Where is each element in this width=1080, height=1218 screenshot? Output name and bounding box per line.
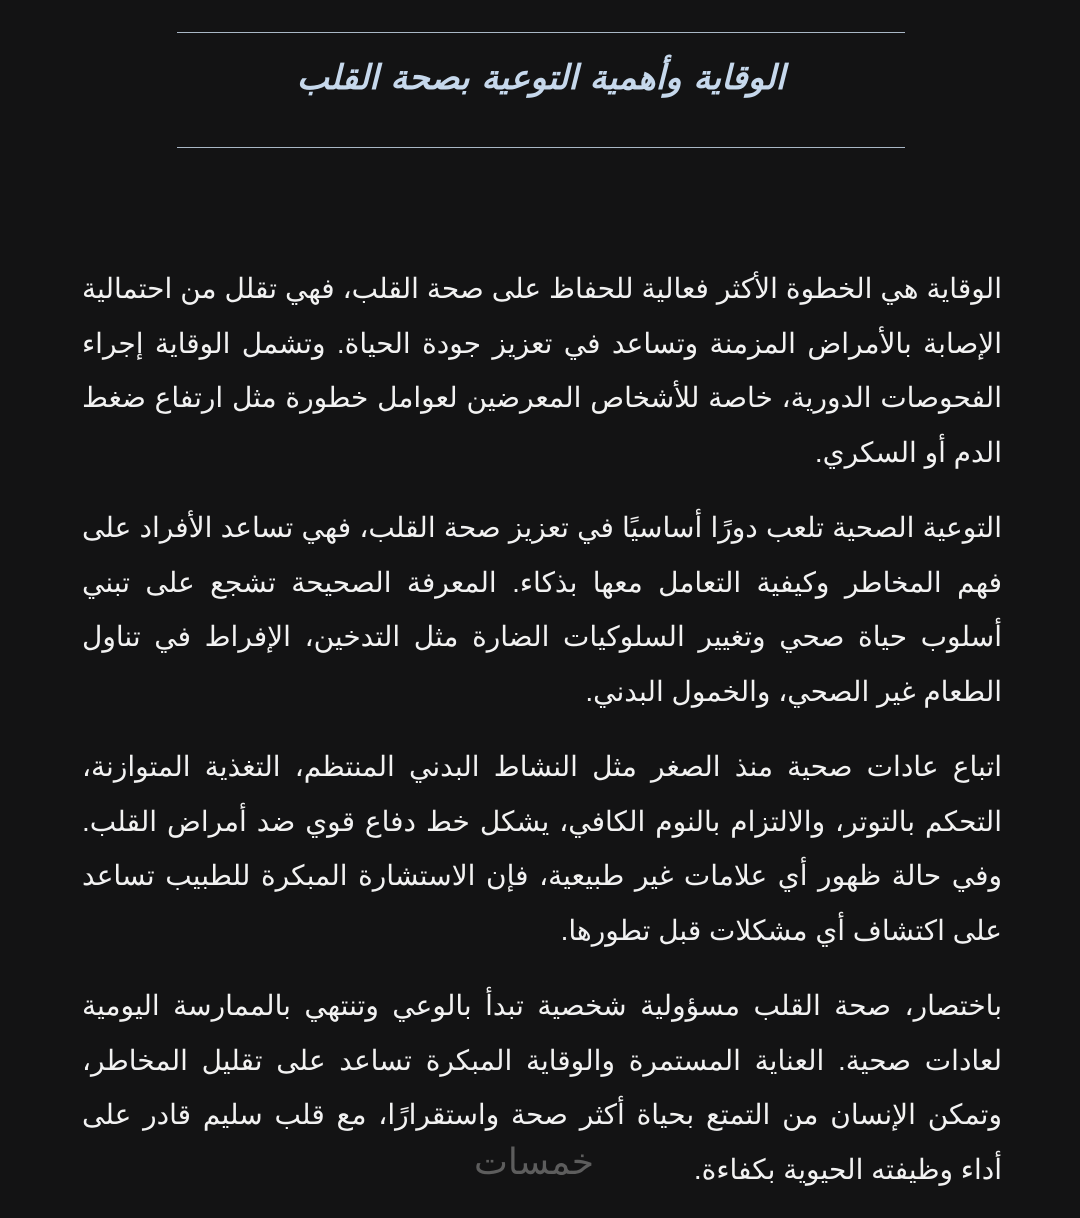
- page-title: الوقاية وأهمية التوعية بصحة القلب: [296, 58, 786, 98]
- paragraph: باختصار، صحة القلب مسؤولية شخصية تبدأ بالوعي وتنتهي بالممارسة اليومية لعادات صحية. العناية المستمرة والوقاية المبكرة تساعد على تقليل المخاطر، وتمكن الإنسان من التمتع بحياة أكثر صحة واستقرارًا، مع قلب سليم قادر على أداء وظيفته الحيوية بكفاءة.: [82, 990, 1002, 1185]
- article-body: [82, 262, 1002, 1218]
- paragraph: الوقاية هي الخطوة الأكثر فعالية للحفاظ على صحة القلب، فهي تقلل من احتمالية الإصابة بالأمراض المزمنة وتساعد في تعزيز جودة الحياة. وتشمل الوقاية إجراء الفحوصات الدورية، خاصة للأشخاص المعرضين لعوامل خطورة مثل ارتفاع ضغط الدم أو السكري.: [82, 273, 1002, 468]
- paragraph: التوعية الصحية تلعب دورًا أساسيًا في تعزيز صحة القلب، فهي تساعد الأفراد على فهم المخاطر وكيفية التعامل معها بذكاء. المعرفة الصحيحة تشجع على تبني أسلوب حياة صحي وتغيير السلوكيات الضارة مثل التدخين، الإفراط في تناول الطعام غير الصحي، والخمول البدني.: [82, 512, 1002, 707]
- top-divider: [177, 32, 905, 33]
- watermark-logo: خمسات: [474, 1142, 595, 1183]
- paragraph: اتباع عادات صحية منذ الصغر مثل النشاط البدني المنتظم، التغذية المتوازنة، التحكم بالتوتر، والالتزام بالنوم الكافي، يشكل خط دفاع قوي ضد أمراض القلب. وفي حالة ظهور أي علامات غير طبيعية، فإن الاستشارة المبكرة للطبيب تساعد على اكتشاف أي مشكلات قبل تطورها.: [82, 751, 1002, 946]
- bottom-divider: [177, 147, 905, 148]
